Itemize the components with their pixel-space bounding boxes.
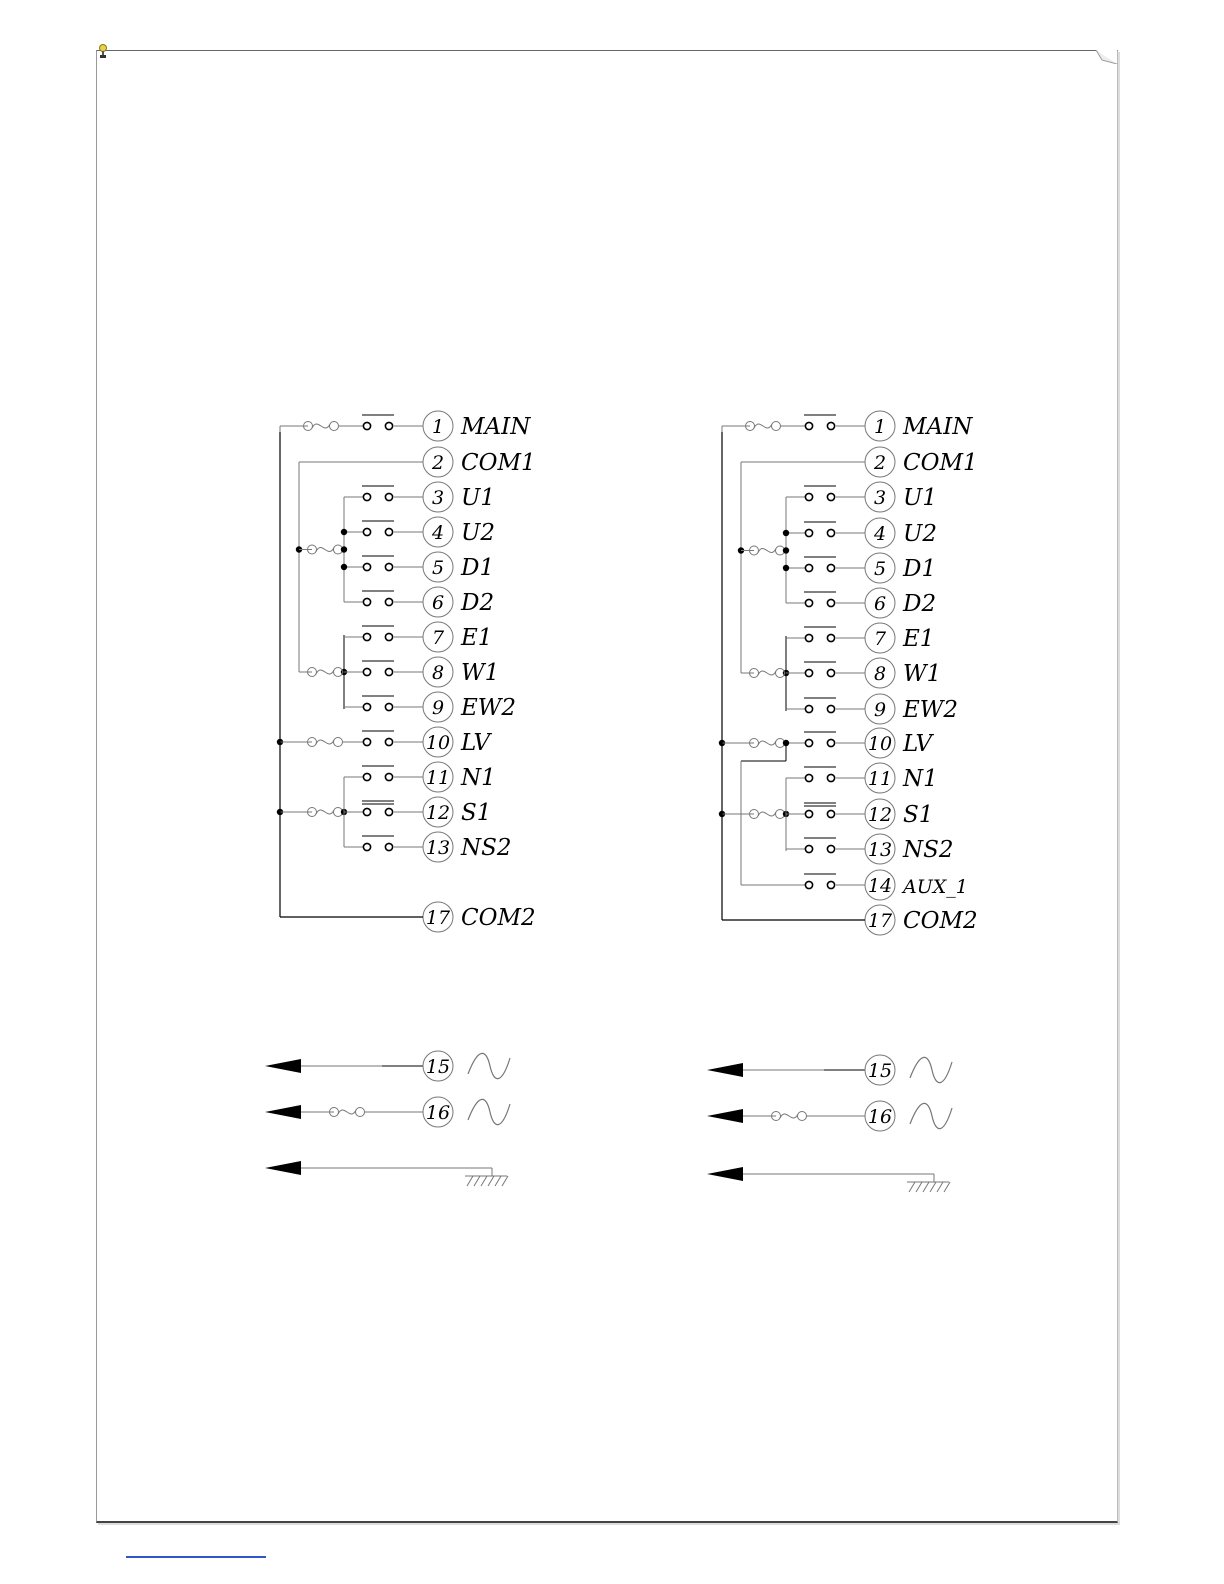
ground-icon [907,1182,950,1192]
terminal [865,905,978,935]
terminal [865,728,935,758]
terminal [423,411,531,441]
arrow-head-icon [265,1161,301,1175]
terminal-number: 3 [431,487,445,509]
junction-dot [783,530,789,536]
contact-switch-icon [804,415,836,430]
contact-switch-icon [804,627,836,642]
terminal-number: 4 [873,523,887,545]
terminal [423,587,494,617]
terminal [423,692,516,722]
terminal-number: 17 [425,907,451,929]
terminal [865,763,938,793]
contact-switch-icon [804,767,836,782]
terminal-number: 15 [425,1056,451,1078]
terminal-label: U1 [903,485,938,511]
contact-switch-icon [362,661,394,676]
fuse-icon [750,546,785,555]
fuse-icon [750,739,785,748]
contact-switch-icon [804,486,836,501]
contact-switch-icon [804,557,836,572]
arrow-head-icon [707,1109,743,1123]
terminal-number: 11 [425,767,451,789]
terminal [865,553,936,583]
terminal [865,623,934,653]
terminal-label: N1 [903,766,938,792]
arrow-head-icon [707,1167,743,1181]
contact-switch-icon [804,838,836,853]
terminal-number: 8 [873,663,887,685]
junction-dot [783,565,789,571]
terminal-label: E1 [903,626,935,652]
terminal [865,658,941,688]
contact-switch-icon [804,732,836,747]
terminal-number: 11 [867,768,893,790]
terminal-label: D2 [461,590,495,616]
terminal-label: NS2 [903,837,954,863]
terminal-label: NS2 [461,835,512,861]
terminal-number: 16 [425,1102,451,1124]
terminal-number: 5 [431,557,445,579]
contact-switch-icon [362,766,394,781]
arrow-head-icon [265,1105,301,1119]
arrow-head-icon [707,1063,743,1077]
terminal-number: 7 [431,627,445,649]
terminal-number: 15 [867,1060,893,1082]
contact-switch-icon [804,698,836,713]
junction-dot [341,546,347,552]
fuse-icon [304,422,339,431]
contact-switch-icon [362,591,394,606]
terminal [423,832,512,862]
terminal-number: 10 [425,732,451,754]
terminal [865,799,933,829]
terminal [423,902,536,932]
terminal-label: COM2 [461,905,536,931]
terminal-label: U2 [461,520,496,546]
contact-switch-icon [804,522,836,537]
contact-switch-icon [362,801,394,816]
terminal [423,447,536,477]
terminal-label: EW2 [461,695,517,721]
terminal-label: AUX_1 [903,876,968,898]
fuse-icon [308,808,343,817]
terminal-number: 2 [873,452,887,474]
contact-switch-icon [362,696,394,711]
terminal-label: S1 [461,800,492,826]
contact-switch-icon [362,626,394,641]
terminal-label: E1 [461,625,493,651]
terminal [423,727,493,757]
terminal [423,1051,453,1081]
terminal-number: 4 [431,522,445,544]
contact-switch-icon [362,731,394,746]
terminal-number: 12 [867,804,893,826]
terminal [865,1055,895,1085]
sine-wave-icon [468,1053,510,1078]
contact-switch-icon [362,556,394,571]
contact-switch-icon [362,415,394,430]
terminal [423,552,494,582]
terminal-label: N1 [461,765,496,791]
fuse-icon [308,668,343,677]
terminal-number: 7 [873,628,887,650]
contact-switch-icon [804,662,836,677]
terminal-label: MAIN [461,414,531,440]
schematic-1 [265,411,536,1186]
terminal [865,588,936,618]
terminal-number: 1 [873,416,887,438]
arrow-head-icon [265,1059,301,1073]
terminal-label: S1 [903,802,934,828]
terminal-label: W1 [461,660,500,686]
terminal-number: 13 [425,837,451,859]
sine-wave-icon [910,1057,952,1082]
terminal [865,834,954,864]
terminal-label: COM1 [903,450,978,476]
terminal [865,411,973,441]
terminal-number: 10 [867,733,893,755]
junction-dot [783,547,789,553]
contact-switch-icon [804,803,836,818]
contact-switch-icon [362,486,394,501]
terminal-label: EW2 [903,697,959,723]
contact-switch-icon [362,836,394,851]
terminal-label: U2 [903,521,938,547]
terminal-number: 1 [431,416,445,438]
fuse-icon [750,669,785,678]
terminal-number: 2 [431,452,445,474]
terminal-label: U1 [461,485,496,511]
junction-dot [341,564,347,570]
terminal [865,482,937,512]
terminal-number: 17 [867,910,893,932]
terminal-number: 14 [867,875,893,897]
terminal [865,1101,895,1131]
terminal [423,797,491,827]
contact-switch-icon [362,521,394,536]
terminal-label: LV [461,730,491,756]
fuse-icon [330,1108,365,1117]
schematic-2 [707,411,978,1192]
terminal-label: W1 [903,661,942,687]
terminal-label: D1 [903,556,937,582]
terminal-number: 3 [873,487,887,509]
terminal-number: 8 [431,662,445,684]
terminal-number: 13 [867,839,893,861]
terminal [865,694,958,724]
terminal-label: COM2 [903,908,978,934]
sine-wave-icon [910,1103,952,1128]
terminal [423,762,496,792]
junction-dot [341,529,347,535]
terminal-label: MAIN [903,414,973,440]
fuse-icon [750,810,785,819]
terminal-label: D2 [903,591,937,617]
contact-switch-icon [804,874,836,889]
terminal [423,1097,453,1127]
sine-wave-icon [468,1099,510,1124]
terminal-number: 6 [431,592,445,614]
terminal-number: 9 [431,697,445,719]
terminal-number: 9 [873,699,887,721]
terminal-label: LV [903,731,933,757]
contact-switch-icon [804,592,836,607]
ground-icon [465,1176,508,1186]
terminal-number: 12 [425,802,451,824]
terminal [865,870,968,900]
fuse-icon [308,545,343,554]
terminal-label: D1 [461,555,495,581]
terminal [865,447,978,477]
terminal-label: COM1 [461,450,536,476]
terminal-number: 5 [873,558,887,580]
fuse-icon [308,738,343,747]
terminal [423,482,495,512]
fuse-icon [746,422,781,431]
terminal-number: 16 [867,1106,893,1128]
terminal-number: 6 [873,593,887,615]
fuse-icon [772,1112,807,1121]
terminal [423,517,495,547]
terminal [423,657,499,687]
terminal [423,622,492,652]
terminal [865,518,937,548]
